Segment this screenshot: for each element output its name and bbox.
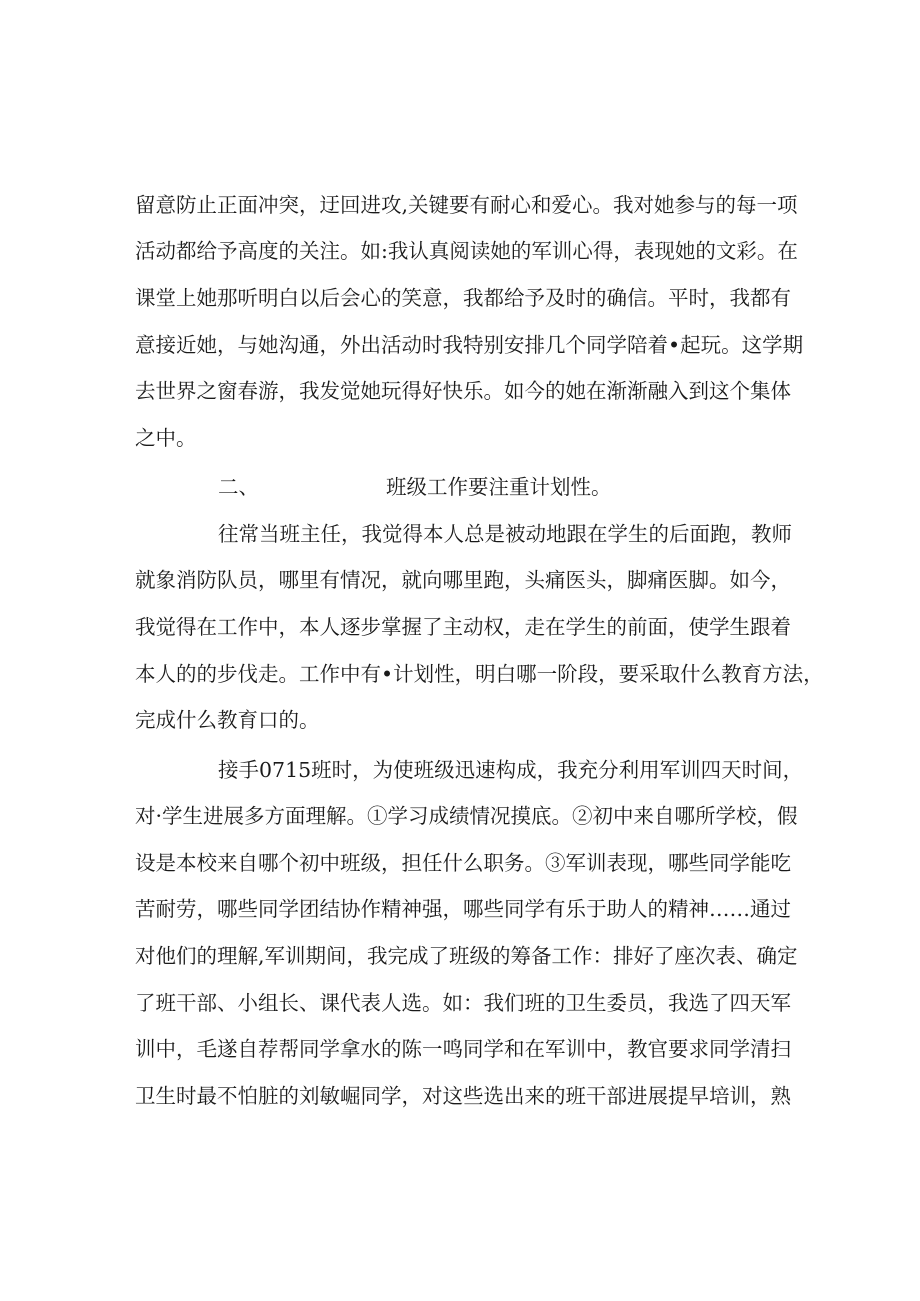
- paragraph-3-line-4: 苦耐劳，哪些同学团结协作精神强，哪些同学有乐于助人的精神……通过: [135, 897, 791, 921]
- paragraph-3-line-5: 对他们的理解,军训期间，我完成了班级的筹备工作：排好了座次表、确定: [135, 944, 798, 968]
- paragraph-2-line-2: 就象消防队员，哪里有情况，就向哪里跑，头痛医头，脚痛医脚。如今，: [135, 568, 791, 592]
- paragraph-1-line-3: 课堂上她那听明白以后会心的笑意，我都给予及时的确信。平时，我都有: [135, 286, 791, 310]
- paragraph-1-line-1: 留意防止正面冲突，迂回进攻,关键要有耐心和爱心。我对她参与的每一项: [135, 193, 798, 217]
- paragraph-3-line-1: 接手0715班时，为使班级迅速构成，我充分利用军训四天时间，: [218, 758, 804, 782]
- section-heading-title: 班级工作要注重计划性。: [386, 475, 612, 499]
- paragraph-1-line-2: 活动都给予高度的关注。如:我认真阅读她的军训心得，表现她的文彩。在: [135, 239, 798, 263]
- paragraph-2-line-4: 本人的的步伐走。工作中有•计划性，明白哪一阶段，要采取什么教育方法，: [135, 662, 824, 686]
- paragraph-2-line-1: 往常当班主任，我觉得本人总是被动地跟在学生的后面跑，教师: [218, 522, 792, 546]
- paragraph-1-line-6: 之中。: [135, 426, 197, 450]
- paragraph-3-line-8: 卫生时最不怕脏的刘敏崛同学，对这些选出来的班干部进展提早培训，熟: [135, 1084, 791, 1108]
- paragraph-2-line-3: 我觉得在工作中，本人逐步掌握了主动权，走在学生的前面，使学生跟着: [135, 615, 791, 639]
- paragraph-1-line-4: 意接近她，与她沟通，外出活动时我特别安排几个同学陪着•起玩。这学期: [135, 333, 804, 357]
- paragraph-3-line-3: 设是本校来自哪个初中班级，担任什么职务。③军训表现，哪些同学能吃: [135, 851, 791, 875]
- paragraph-3-line-2: 对·学生进展多方面理解。①学习成绩情况摸底。②初中来自哪所学校，假: [135, 804, 798, 828]
- paragraph-1-line-5: 去世界之窗春游，我发觉她玩得好快乐。如今的她在渐渐融入到这个集体: [135, 379, 791, 403]
- paragraph-3-line-6: 了班干部、小组长、课代表人选。如：我们班的卫生委员，我选了四天军: [135, 991, 791, 1015]
- paragraph-3-line-7: 训中，毛遂自荐帮同学拿水的陈一鸣同学和在军训中，教官要求同学清扫: [135, 1037, 791, 1061]
- section-heading-number: 二、: [218, 475, 259, 499]
- paragraph-2-line-5: 完成什么教育口的。: [135, 708, 320, 732]
